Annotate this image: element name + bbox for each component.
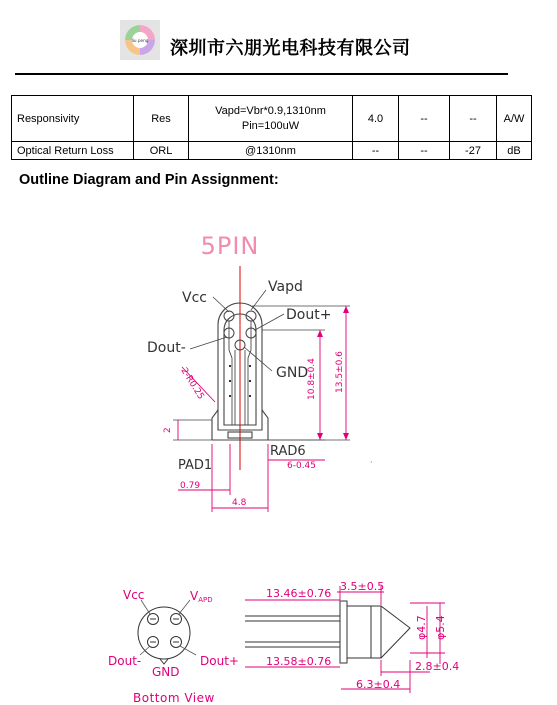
condition-cell: @1310nm	[189, 142, 353, 160]
side-view-body	[245, 601, 410, 663]
symbol-cell: Res	[134, 96, 189, 142]
dim-e: φ5.4	[434, 615, 447, 640]
unit-cell: A/W	[497, 96, 532, 142]
dim-48: 4.8	[232, 498, 247, 508]
bv-vapd: VAPD	[190, 589, 213, 604]
dim-045: 6-0.45	[287, 461, 317, 471]
typ-cell: --	[399, 96, 450, 142]
spec-table	[11, 95, 532, 160]
dim-r025: 2-R0.25	[178, 366, 206, 402]
page-header	[0, 0, 557, 78]
label-rad6: RAD6	[270, 444, 306, 459]
param-cell: Optical Return Loss	[12, 142, 134, 160]
dim-b: 13.46±0.76	[266, 587, 332, 600]
diagram-title: 5PIN	[200, 232, 260, 260]
section-title: Outline Diagram and Pin Assignment:	[19, 172, 279, 188]
bottom-view-caption: Bottom View	[133, 691, 215, 705]
label-vcc: Vcc	[182, 290, 207, 306]
dim-a: 3.5±0.5	[340, 580, 385, 593]
min-cell: 4.0	[353, 96, 399, 142]
bv-dout-minus: Dout-	[108, 654, 142, 668]
condition-cell	[189, 96, 353, 142]
stray-mark: ·	[370, 458, 373, 467]
company-logo	[120, 20, 160, 60]
outline-diagram	[0, 220, 557, 520]
condition-line: Pin=100uW	[241, 120, 300, 132]
dim-d: φ4.7	[415, 615, 428, 640]
dim-f: 2.8±0.4	[415, 660, 460, 673]
table-row	[12, 96, 532, 142]
symbol-cell: ORL	[134, 142, 189, 160]
max-cell: --	[450, 96, 497, 142]
min-cell: --	[353, 142, 399, 160]
bottom-view-diagram	[0, 580, 557, 705]
label-dout-minus: Dout-	[147, 340, 186, 356]
dim-2: 2	[163, 427, 173, 433]
dim-135: 13.5±0.6	[335, 351, 345, 393]
condition-line: Vapd=Vbr*0.9,1310nm	[215, 105, 326, 117]
bottom-view-marks	[150, 619, 179, 642]
bv-dout-plus: Dout+	[200, 654, 239, 668]
dim-079: 0.79	[180, 481, 201, 491]
dim-g: 6.3±0.4	[356, 678, 401, 691]
dim-108: 10.8±0.4	[307, 358, 317, 400]
logo-text: liu peng	[131, 38, 149, 43]
bottom-view-pins	[138, 607, 190, 664]
dim-c: 13.58±0.76	[266, 655, 332, 668]
bv-gnd: GND	[152, 665, 180, 679]
bottom-leaders	[140, 600, 196, 655]
typ-cell: --	[399, 142, 450, 160]
bv-vcc: Vcc	[123, 588, 145, 602]
unit-cell: dB	[497, 142, 532, 160]
max-cell: -27	[450, 142, 497, 160]
label-dout-plus: Dout+	[286, 307, 332, 323]
label-vapd: Vapd	[268, 279, 303, 295]
header-divider	[15, 73, 508, 75]
param-cell: Responsivity	[12, 96, 134, 142]
company-name: 深圳市六朋光电科技有限公司	[170, 38, 411, 59]
label-gnd: GND	[276, 365, 309, 381]
label-pad1: PAD1	[178, 458, 213, 473]
table-row	[12, 142, 532, 160]
